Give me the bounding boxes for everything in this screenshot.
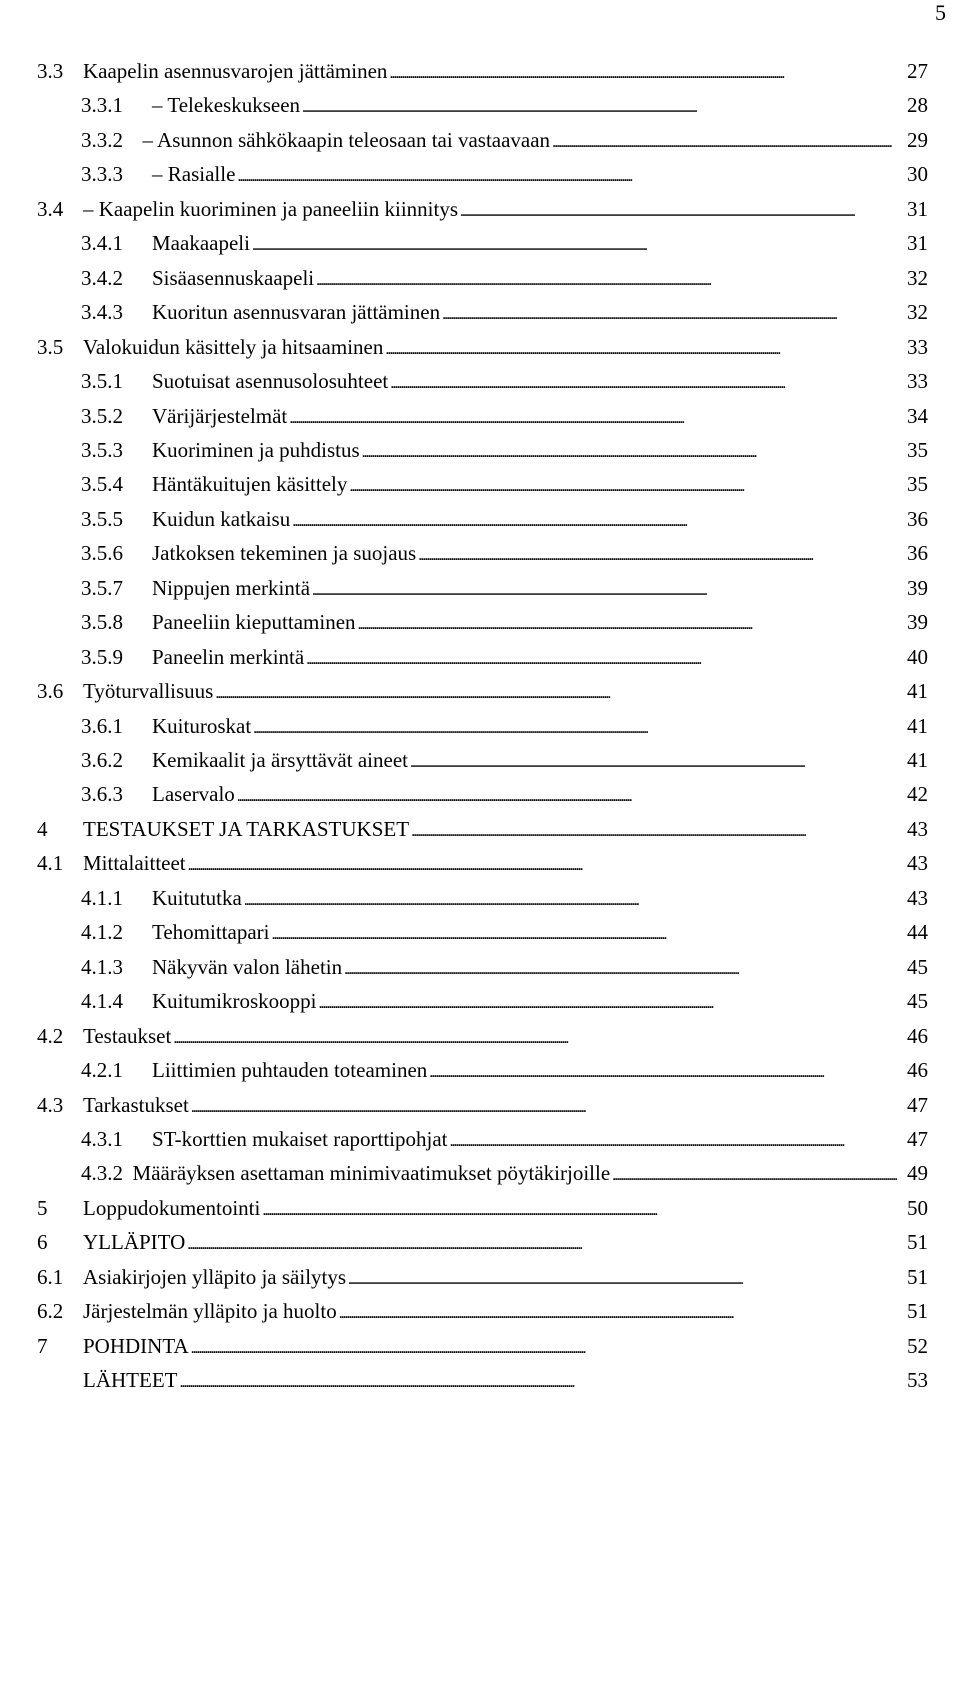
entry-number: 6.1 <box>37 1264 64 1289</box>
dot-leader <box>319 984 887 1021</box>
entry-title: – Kaapelin kuoriminen ja paneeliin kiinnitys <box>83 196 458 221</box>
entry-number: 4.1.4 <box>81 989 123 1014</box>
toc-entry[interactable] <box>0 157 960 191</box>
toc-entry[interactable] <box>0 950 960 984</box>
entry-number: 6 <box>37 1230 48 1255</box>
entry-page: 52 <box>907 1333 928 1358</box>
entry-page: 47 <box>907 1092 928 1117</box>
entry-title: POHDINTA <box>83 1333 189 1358</box>
entry-title: Paneeliin kieputtaminen <box>152 610 356 635</box>
entry-page: 32 <box>907 300 928 325</box>
entry-page: 42 <box>907 782 928 807</box>
dot-leader <box>418 536 887 573</box>
entry-title: Asiakirjojen ylläpito ja säilytys <box>83 1264 347 1289</box>
entry-number: 4.1.3 <box>81 954 123 979</box>
entry-page: 51 <box>907 1230 928 1255</box>
entry-title: Työturvallisuus <box>83 679 214 704</box>
entry-page: 39 <box>907 575 928 600</box>
entry-page: 39 <box>907 610 928 635</box>
entry-page: 28 <box>907 93 928 118</box>
toc-entry[interactable] <box>0 502 960 536</box>
dot-leader <box>252 226 887 263</box>
dot-leader <box>179 1363 887 1400</box>
entry-number: 3.5.2 <box>81 403 123 428</box>
entry-number: 3.6 <box>37 679 64 704</box>
entry-page: 27 <box>907 59 928 83</box>
dot-leader <box>253 709 887 746</box>
toc-entry[interactable] <box>0 261 960 295</box>
entry-page: 53 <box>907 1368 928 1393</box>
entry-number: 3.5.3 <box>81 437 123 462</box>
entry-page: 41 <box>907 748 928 772</box>
entry-number: 4.1 <box>37 851 64 876</box>
dot-leader <box>348 1260 887 1297</box>
entry-page: 46 <box>907 1058 928 1083</box>
dot-leader <box>188 846 887 883</box>
dot-leader <box>316 261 887 298</box>
dot-leader <box>215 674 887 711</box>
entry-title: Paneelin merkintä <box>152 644 305 669</box>
entry-number: 3.3.2 <box>81 127 123 152</box>
entry-number: 3.4 <box>37 196 64 221</box>
entry-title: Tarkastukset <box>83 1092 189 1117</box>
toc-entry[interactable] <box>0 1191 960 1225</box>
entry-page: 33 <box>907 334 928 359</box>
entry-page: 34 <box>907 403 928 428</box>
entry-number: 3.5.5 <box>81 506 123 531</box>
toc-entry[interactable] <box>0 123 960 157</box>
toc-entry[interactable] <box>0 743 960 777</box>
entry-page: 36 <box>907 506 928 531</box>
dot-leader <box>429 1053 887 1090</box>
toc-entry[interactable] <box>0 54 960 88</box>
dot-leader <box>237 157 887 194</box>
dot-leader <box>450 1122 887 1159</box>
entry-title: Järjestelmän ylläpito ja huolto <box>83 1299 337 1324</box>
entry-page: 41 <box>907 679 928 704</box>
toc-entry[interactable] <box>0 433 960 467</box>
entry-page: 51 <box>907 1299 928 1324</box>
entry-title: Sisäasennuskaapeli <box>152 265 315 290</box>
dot-leader <box>292 502 887 539</box>
entry-number: 3.5.9 <box>81 644 123 669</box>
toc-entry[interactable] <box>0 1329 960 1363</box>
toc-entry[interactable] <box>0 1225 960 1259</box>
dot-leader <box>349 467 887 504</box>
entry-number: 4.1.2 <box>81 920 123 945</box>
entry-title: Häntäkuitujen käsittely <box>152 472 348 497</box>
dot-leader <box>612 1156 897 1193</box>
dot-leader <box>552 123 892 160</box>
dot-leader <box>358 605 887 642</box>
toc-entry[interactable] <box>0 330 960 364</box>
entry-page: 31 <box>907 231 928 256</box>
toc-entry[interactable] <box>0 1122 960 1156</box>
entry-number: 3.5.1 <box>81 369 123 394</box>
entry-page: 43 <box>907 851 928 876</box>
toc-entry[interactable] <box>0 1363 960 1397</box>
dot-leader <box>339 1294 887 1331</box>
dot-leader <box>191 1088 887 1125</box>
toc-entry[interactable] <box>0 399 960 433</box>
entry-number: 3.4.1 <box>81 231 123 256</box>
toc-entry[interactable] <box>0 881 960 915</box>
entry-number: 4.2 <box>37 1023 64 1048</box>
dot-leader <box>187 1225 887 1262</box>
toc-entry[interactable] <box>0 812 960 846</box>
toc-entry[interactable] <box>0 536 960 570</box>
toc-entry[interactable] <box>0 1019 960 1053</box>
entry-title: Kuoriminen ja puhdistus <box>152 437 360 462</box>
toc-entry[interactable] <box>0 1053 960 1087</box>
entry-title: Laservalo <box>152 782 235 807</box>
dot-leader <box>173 1019 887 1056</box>
entry-page: 31 <box>907 196 928 221</box>
entry-page: 49 <box>906 1161 928 1186</box>
toc-entry[interactable] <box>0 605 960 639</box>
entry-page: 32 <box>907 265 928 290</box>
entry-title: TESTAUKSET JA TARKASTUKSET <box>83 816 410 841</box>
entry-page: 35 <box>907 472 928 497</box>
entry-number: 3.5.8 <box>81 610 123 635</box>
entry-page: 47 <box>907 1126 928 1151</box>
dot-leader <box>362 433 887 470</box>
entry-number: 4.2.1 <box>81 1058 123 1083</box>
dot-leader <box>244 881 887 918</box>
toc-entry[interactable] <box>0 709 960 743</box>
entry-title: YLLÄPITO <box>83 1230 186 1255</box>
entry-number: 3.5.4 <box>81 472 123 497</box>
entry-title: Kuitumikroskooppi <box>152 989 317 1014</box>
entry-title: Värijärjestelmät <box>152 403 288 428</box>
entry-page: 43 <box>907 816 928 841</box>
toc-entry[interactable] <box>0 1294 960 1328</box>
entry-page: 29 <box>907 127 928 152</box>
entry-title: Kuoritun asennusvaran jättäminen <box>152 300 441 325</box>
toc-entry[interactable] <box>0 777 960 811</box>
entry-title: Suotuisat asennusolosuhteet <box>152 369 389 394</box>
dot-leader <box>410 743 887 780</box>
entry-title: Maakaapeli <box>152 231 250 256</box>
dot-leader <box>385 330 887 367</box>
toc-entry[interactable] <box>0 226 960 260</box>
entry-title: Nippujen merkintä <box>152 575 311 600</box>
dot-leader <box>389 54 887 91</box>
toc-entry[interactable] <box>0 88 960 122</box>
toc-entry[interactable] <box>0 1156 960 1190</box>
entry-page: 45 <box>907 989 928 1014</box>
toc-entry[interactable] <box>0 846 960 880</box>
entry-number: 3.4.3 <box>81 300 123 325</box>
entry-page: 44 <box>907 920 928 945</box>
entry-number: 4.3.1 <box>81 1126 123 1151</box>
dot-leader <box>411 812 887 849</box>
dot-leader <box>442 295 887 332</box>
entry-title: Kuituroskat <box>152 713 252 738</box>
dot-leader <box>390 364 887 401</box>
toc-entry[interactable] <box>0 571 960 605</box>
dot-leader <box>237 777 887 814</box>
dot-leader <box>344 950 887 987</box>
entry-page: 41 <box>907 713 928 738</box>
entry-title: Tehomittapari <box>152 920 270 945</box>
entry-page: 46 <box>907 1023 928 1048</box>
entry-number: 3.3.1 <box>81 93 123 118</box>
entry-page: 45 <box>907 954 928 979</box>
dot-leader <box>262 1191 887 1228</box>
toc-entry[interactable] <box>0 640 960 674</box>
entry-title: Näkyvän valon lähetin <box>152 954 343 979</box>
page-number: 5 <box>935 0 946 25</box>
entry-title: Loppudokumentointi <box>83 1195 261 1220</box>
toc-entry[interactable] <box>0 295 960 329</box>
entry-page: 30 <box>907 162 928 187</box>
dot-leader <box>302 88 887 125</box>
entry-number: 3.6.1 <box>81 713 123 738</box>
entry-number: 4.1.1 <box>81 885 123 910</box>
toc-entry[interactable] <box>0 1260 960 1294</box>
entry-number: 3.6.3 <box>81 782 123 807</box>
entry-number: 3.3.3 <box>81 162 123 187</box>
entry-number: 3.6.2 <box>81 748 123 772</box>
entry-page: 40 <box>907 644 928 669</box>
entry-number: 4.3 <box>37 1092 64 1117</box>
entry-title: Kuidun katkaisu <box>152 506 291 531</box>
entry-page: 43 <box>907 885 928 910</box>
toc-entry[interactable] <box>0 467 960 501</box>
dot-leader <box>312 571 887 608</box>
entry-number: 6.2 <box>37 1299 64 1324</box>
entry-title: ST-korttien mukaiset raporttipohjat <box>152 1126 448 1151</box>
entry-page: 33 <box>907 369 928 394</box>
entry-number: 3.5.6 <box>81 541 123 566</box>
toc-entry[interactable] <box>0 915 960 949</box>
dot-leader <box>306 640 887 677</box>
entry-number: 7 <box>37 1333 48 1358</box>
entry-title: – Telekeskukseen <box>152 93 301 118</box>
entry-title: Määräyksen asettaman minimivaatimukset pöytäkirjoille <box>132 1161 611 1186</box>
toc-entry[interactable] <box>0 984 960 1018</box>
entry-title: Mittalaitteet <box>83 851 186 876</box>
entry-title: Liittimien puhtauden toteaminen <box>152 1058 428 1083</box>
entry-page: 50 <box>907 1195 928 1220</box>
entry-number: 3.5 <box>37 334 64 359</box>
entry-title: Kemikaalit ja ärsyttävät aineet <box>152 748 408 772</box>
entry-page: 35 <box>907 437 928 462</box>
entry-title: – Rasialle <box>152 162 236 187</box>
dot-leader <box>460 192 887 229</box>
toc-entry[interactable] <box>0 192 960 226</box>
entry-number: 3.4.2 <box>81 265 123 290</box>
entry-number: 3.3 <box>37 59 64 83</box>
entry-number: 3.5.7 <box>81 575 123 600</box>
toc-entry[interactable] <box>0 674 960 708</box>
dot-leader <box>289 399 887 436</box>
toc-entry[interactable] <box>0 364 960 398</box>
entry-title: Valokuidun käsittely ja hitsaaminen <box>83 334 384 359</box>
entry-title: LÄHTEET <box>83 1368 178 1393</box>
dot-leader <box>272 915 888 952</box>
entry-number: 4.3.2 <box>81 1161 123 1186</box>
entry-title: Kuitututka <box>152 885 242 910</box>
entry-page: 36 <box>907 541 928 566</box>
entry-number: 4 <box>37 816 48 841</box>
entry-title: – Asunnon sähkökaapin teleosaan tai vastaavaan <box>142 127 551 152</box>
toc-entry[interactable] <box>0 1088 960 1122</box>
dot-leader <box>191 1329 887 1366</box>
entry-page: 51 <box>907 1264 928 1289</box>
entry-title: Testaukset <box>83 1023 172 1048</box>
entry-title: Kaapelin asennusvarojen jättäminen <box>83 59 388 83</box>
entry-title: Jatkoksen tekeminen ja suojaus <box>152 541 417 566</box>
entry-number: 5 <box>37 1195 48 1220</box>
